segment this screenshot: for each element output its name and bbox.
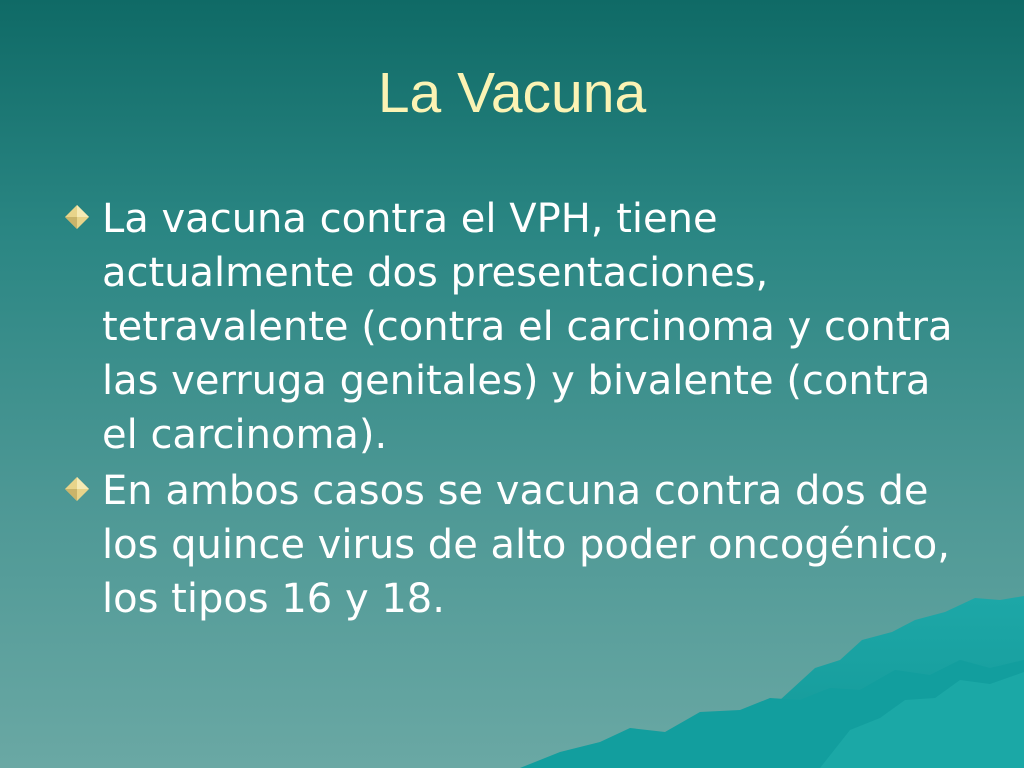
diamond-bullet-icon xyxy=(64,204,90,230)
bullet-list xyxy=(60,192,960,628)
diamond-bullet-icon xyxy=(64,476,90,502)
slide-title: La Vacuna xyxy=(377,61,647,125)
bullet-text: En ambos casos se vacuna contra dos de los quince virus de alto poder oncogénico, los tipos 16 y 18. xyxy=(102,468,950,622)
mountain-ridge-highlight xyxy=(820,672,1024,768)
mountain-range-front xyxy=(520,660,1024,768)
list-item xyxy=(60,464,960,626)
list-item xyxy=(60,192,960,462)
bullet-text: La vacuna contra el VPH, tiene actualmente dos presentaciones, tetravalente (contra el carcinoma y contra las verruga genitales) y bivalente (contra el carcinoma). xyxy=(102,196,953,458)
